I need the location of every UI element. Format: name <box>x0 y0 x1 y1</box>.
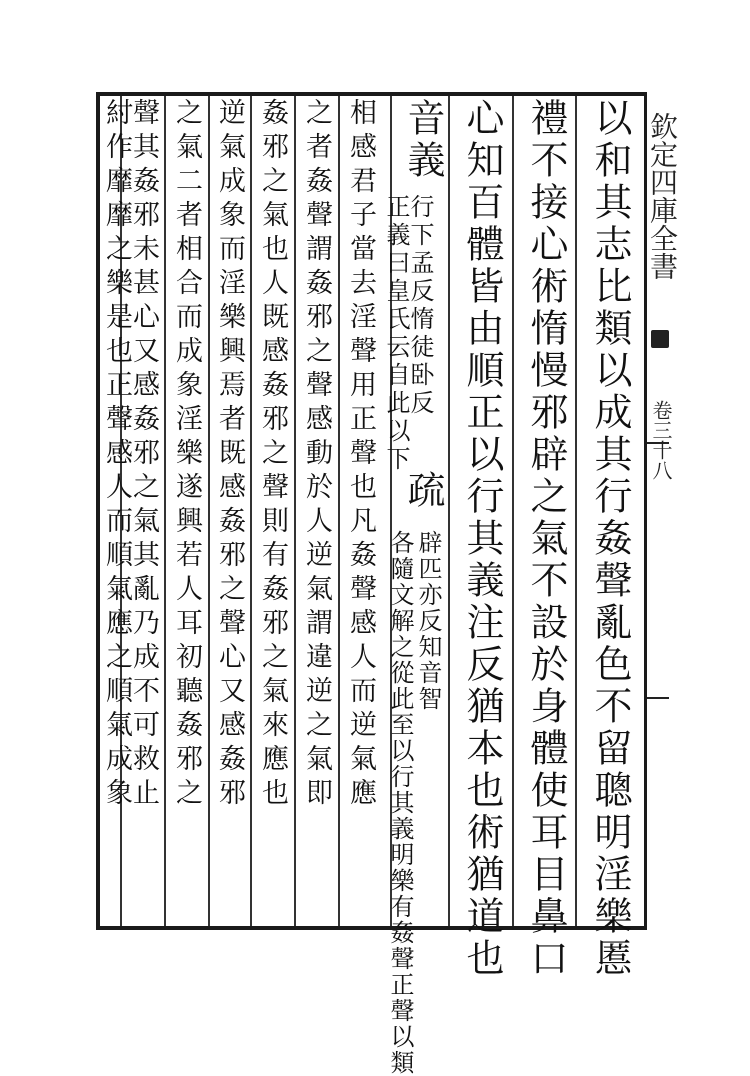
text-column-2: 禮不接心術惰慢邪辟之氣不設於身體使耳目鼻口 <box>524 98 568 980</box>
fish-tail-marker-icon <box>651 330 669 348</box>
column-rule <box>294 96 296 926</box>
text-column-6: 之者姦聲謂姦邪之聲感動於人逆氣謂違逆之氣即 <box>301 98 332 812</box>
text-column-10: 聲其姦邪未甚心又感姦邪之氣其亂乃成不可救止 <box>128 98 159 812</box>
text-column-3: 心知百體皆由順正以行其義注反猶本也術猶道也 <box>460 98 504 980</box>
commentary-small-left-2: 各隨文解之從此至以行其義明樂有姦聲正聲以類 <box>386 530 414 1076</box>
text-column-5: 相感君子當去淫聲用正聲也凡姦聲感人而逆氣應 <box>345 98 376 812</box>
yinyi-heading: 音義 <box>401 98 445 182</box>
text-column-9: 之氣二者相合而成象淫樂遂興若人耳初聽姦邪之 <box>171 98 202 812</box>
column-rule <box>250 96 252 926</box>
margin-divider <box>647 697 669 699</box>
column-rule <box>512 96 514 926</box>
column-rule <box>164 96 166 926</box>
commentary-small-left: 正義曰皇氏云自此以下 <box>382 194 410 474</box>
margin-juan-label: 卷三十八 <box>649 400 673 480</box>
column-rule <box>338 96 340 926</box>
text-column-1: 以和其志比類以成其行姦聲亂色不留聰明淫樂慝 <box>588 98 632 980</box>
text-column-7: 姦邪之氣也人既感姦邪之聲則有姦邪之氣來應也 <box>257 98 288 812</box>
text-column-8: 逆氣成象而淫樂興焉者既感姦邪之聲心又感姦邪 <box>214 98 245 812</box>
column-rule <box>208 96 210 926</box>
shu-heading: 疏 <box>401 470 445 512</box>
commentary-small-right-2: 辟匹亦反知音智 <box>414 530 442 712</box>
commentary-small-right: 行下孟反惰徒卧反 <box>406 194 434 418</box>
text-column-11: 紂作靡靡之樂是也正聲感人而順氣應之順氣成象 <box>101 98 132 812</box>
margin-book-title: 欽定四庫全書 <box>646 112 679 280</box>
